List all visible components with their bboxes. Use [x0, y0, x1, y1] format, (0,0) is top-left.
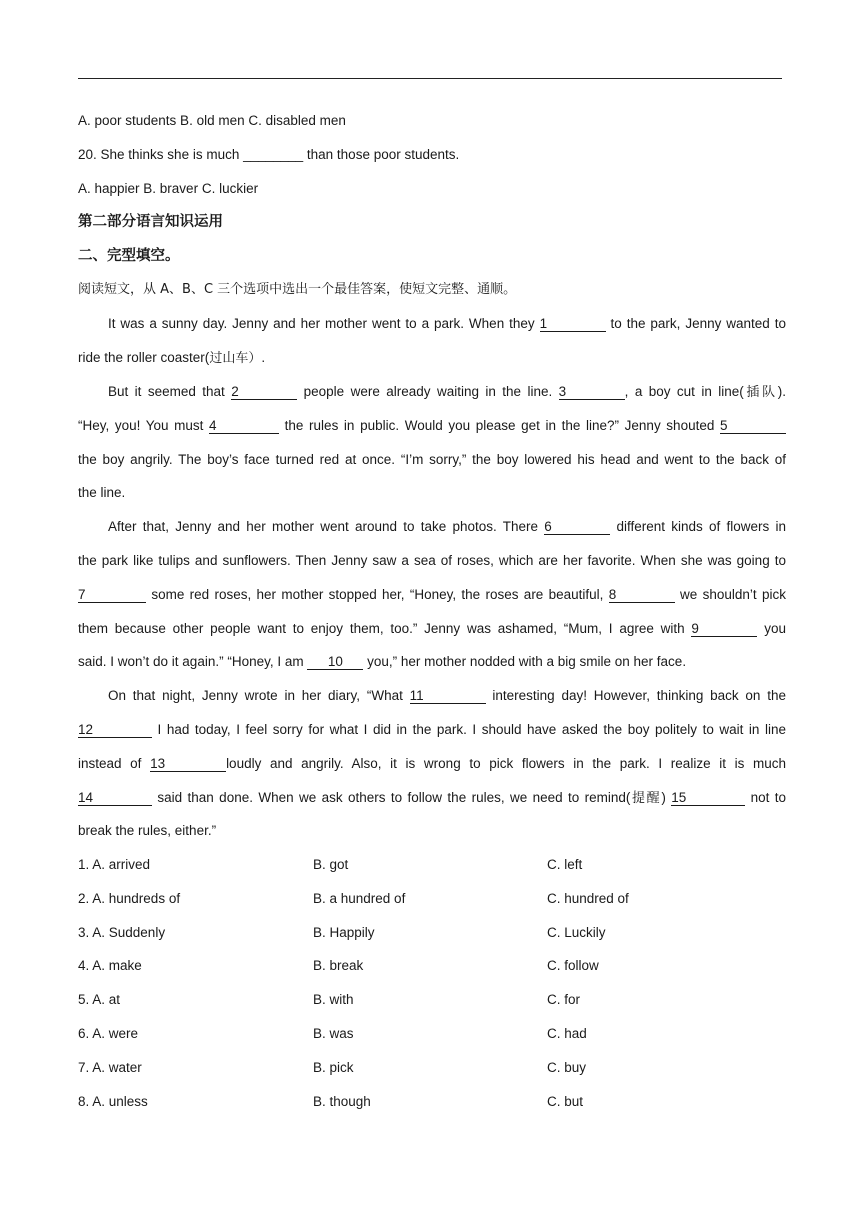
- option-row: [78, 855, 786, 875]
- option-b[interactable]: B. though: [313, 1094, 371, 1109]
- section-title: 二、完型填空。: [78, 248, 180, 264]
- option-a[interactable]: 3. A. Suddenly: [78, 925, 166, 940]
- option-c[interactable]: C. but: [547, 1094, 584, 1109]
- option-row: [78, 923, 786, 943]
- instruction: 阅读短文，从 A、B、C 三个选项中选出一个最佳答案，使短文完整、通顺。: [78, 282, 517, 297]
- passage-line: instead of 13 loudly and angrily. Also, it is wrong to pick flowers in the park. I realize it is much: [78, 756, 786, 771]
- blank-13[interactable]: 13: [150, 756, 226, 772]
- blank-15[interactable]: 15: [671, 790, 745, 806]
- blank-2[interactable]: 2: [231, 384, 297, 400]
- option-a[interactable]: 5. A. at: [78, 992, 121, 1007]
- option-b[interactable]: B. a hundred of: [313, 891, 406, 906]
- passage-line: But it seemed that 2 people were already waiting in the line. 3 , a boy cut in line(插队).: [108, 384, 786, 400]
- blank-8[interactable]: 8: [609, 587, 675, 603]
- blank-3[interactable]: 3: [559, 384, 625, 400]
- option-c[interactable]: C. for: [547, 992, 581, 1007]
- passage-line: 7 some red roses, her mother stopped her, “Honey, the roses are beautiful, 8 we shouldn’t pick: [78, 587, 786, 602]
- option-row: [78, 1092, 786, 1112]
- blank-12[interactable]: 12: [78, 722, 152, 738]
- option-c[interactable]: C. Luckily: [547, 925, 606, 940]
- option-row: [78, 990, 786, 1010]
- passage-line: 14 said than done. When we ask others to follow the rules, we need to remind(提醒) 15 not to: [78, 790, 786, 806]
- passage-line: said. I won’t do it again.” “Honey, I am 10 you,” her mother nodded with a big smile on her face.: [78, 654, 687, 669]
- option-c[interactable]: C. follow: [547, 958, 599, 973]
- option-row: [78, 1024, 786, 1044]
- q20-options: A. happier B. braver C. luckier: [78, 181, 259, 196]
- option-row: [78, 889, 786, 909]
- passage-line: “Hey, you! You must 4 the rules in public. Would you please get in the line?” Jenny shouted 5: [78, 416, 786, 436]
- option-b[interactable]: B. got: [313, 857, 349, 872]
- passage-line: After that, Jenny and her mother went around to take photos. There 6 different kinds of flowers in: [108, 519, 786, 534]
- header-rule: [78, 78, 782, 79]
- passage-line: ride the roller coaster(过山车）.: [78, 350, 266, 366]
- passage-line: the park like tulips and sunflowers. Then Jenny saw a sea of roses, which are her favorite. When she was going to: [78, 553, 786, 568]
- passage-line: break the rules, either.”: [78, 823, 217, 838]
- option-a[interactable]: 6. A. were: [78, 1026, 139, 1041]
- option-b[interactable]: B. was: [313, 1026, 354, 1041]
- blank-1[interactable]: 1: [540, 316, 606, 332]
- option-a[interactable]: 1. A. arrived: [78, 857, 151, 872]
- blank-4[interactable]: 4: [209, 418, 279, 434]
- option-c[interactable]: C. hundred of: [547, 891, 629, 906]
- option-a[interactable]: 7. A. water: [78, 1060, 142, 1075]
- passage-line: It was a sunny day. Jenny and her mother went to a park. When they 1 to the park, Jenny wanted to: [108, 316, 786, 331]
- part-title: 第二部分语言知识运用: [78, 214, 223, 230]
- blank-11[interactable]: 11: [410, 688, 486, 704]
- option-a[interactable]: 2. A. hundreds of: [78, 891, 181, 906]
- blank-6[interactable]: 6: [544, 519, 610, 535]
- blank-10[interactable]: 10: [307, 654, 363, 670]
- q19-options: A. poor students B. old men C. disabled men: [78, 113, 346, 128]
- option-b[interactable]: B. Happily: [313, 925, 375, 940]
- option-b[interactable]: B. break: [313, 958, 364, 973]
- passage-line: the boy angrily. The boy’s face turned red at once. “I’m sorry,” the boy lowered his head and went to the back of: [78, 452, 786, 467]
- option-b[interactable]: B. pick: [313, 1060, 354, 1075]
- passage-line: On that night, Jenny wrote in her diary, “What 11 interesting day! However, thinking back on the: [108, 688, 786, 703]
- passage-line: 12 I had today, I feel sorry for what I did in the park. I should have asked the boy politely to wait in line: [78, 722, 786, 737]
- option-a[interactable]: 8. A. unless: [78, 1094, 148, 1109]
- blank-7[interactable]: 7: [78, 587, 146, 603]
- blank-9[interactable]: 9: [691, 621, 757, 637]
- passage-line: them because other people want to enjoy them, too.” Jenny was ashamed, “Mum, I agree with 9 you: [78, 621, 786, 636]
- option-a[interactable]: 4. A. make: [78, 958, 142, 973]
- option-b[interactable]: B. with: [313, 992, 354, 1007]
- blank-14[interactable]: 14: [78, 790, 152, 806]
- q20-question: 20. She thinks she is much ________ than those poor students.: [78, 147, 460, 162]
- option-row: [78, 956, 786, 976]
- option-c[interactable]: C. had: [547, 1026, 587, 1041]
- option-c[interactable]: C. buy: [547, 1060, 587, 1075]
- passage-line: the line.: [78, 485, 126, 500]
- option-row: [78, 1058, 786, 1078]
- option-c[interactable]: C. left: [547, 857, 583, 872]
- blank-5[interactable]: 5: [720, 418, 786, 434]
